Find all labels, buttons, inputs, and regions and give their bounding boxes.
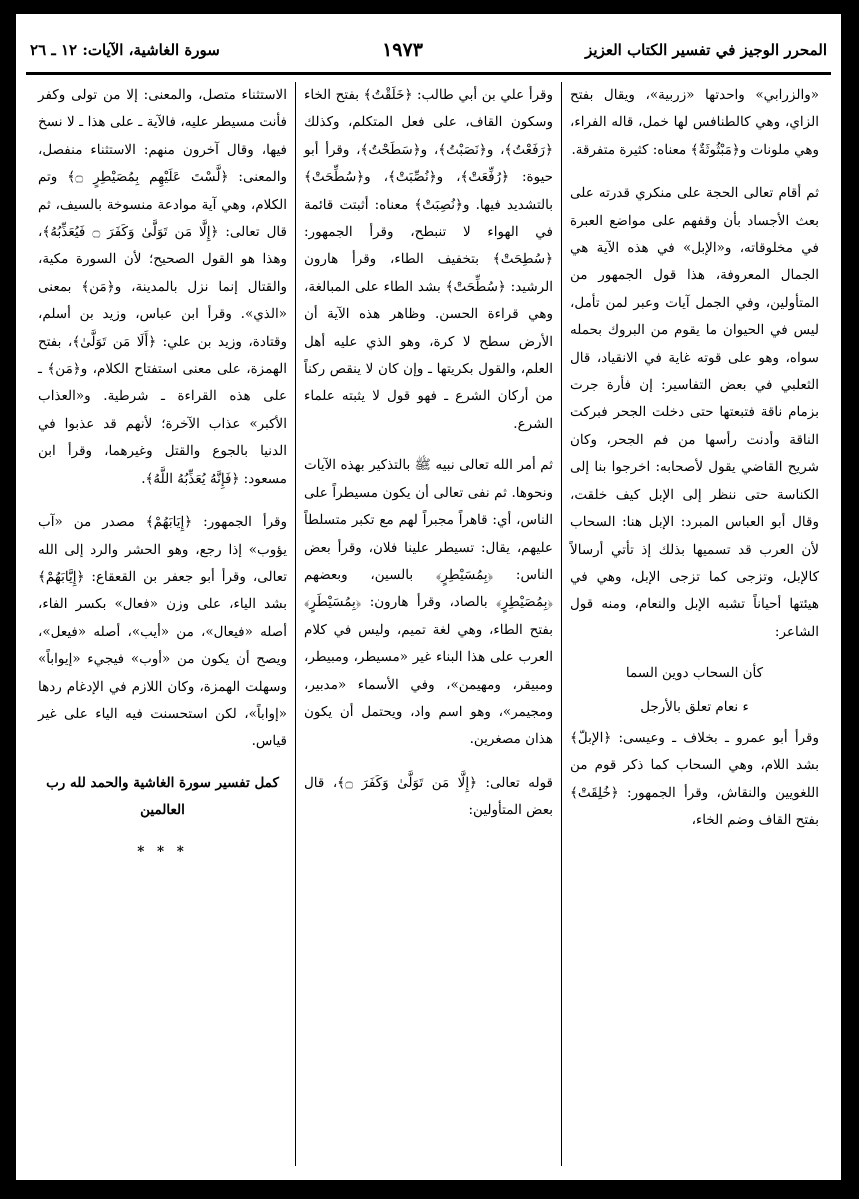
paragraph: وقرأ أبو عمرو ـ بخلاف ـ وعيسى: ﴿الإبلّ﴾ بشد اللام، وهي السحاب كما ذكر قوم من اللغويين والنقاش، وقرأ الجمهور: ﴿خُلِقَتْ﴾ بفتح القاف وضم الخاء، (570, 729, 819, 829)
column-right (562, 82, 827, 1166)
running-header (30, 30, 827, 70)
page (16, 14, 841, 1180)
surah-end-note: كمل تفسير سورة الغاشية والحمد لله رب العالمين (46, 774, 279, 819)
book-title: المحرر الوجيز في تفسير الكتاب العزيز (585, 41, 827, 59)
paragraph: وقرأ علي بن أبي طالب: ﴿خَلَقْتُ﴾ بفتح الخاء وسكون القاف، على فعل المتكلم، وكذلك ﴿رَفَعْتُ﴾، و﴿نَصَبْتُ﴾، و﴿سَطَحْتُ﴾، وقرأ أبو حيوة: ﴿رُفِّعَتْ﴾، و﴿نُصِّبَتْ﴾، و﴿سُطِّحَتْ﴾ بالتشديد فيها. و﴿نُصِبَتْ﴾ معناه: أثبتت قائمة في الهواء لا تنبطح، وقرأ الجمهور: ﴿سُطِحَتْ﴾ بتخفيف الطاء، وقرأ هارون الرشيد: ﴿سُطِّحَتْ﴾ بشد الطاء على المبالغة، وهي قراءة الحسن. وظاهر هذه الآية أن الأرض سطح لا كرة، وهو الذي عليه أهل العلم، والقول بكريتها ـ وإن كان لا ينقص ركناً من أركان الشرع ـ فهو قول لا يثبته علماء الشرع. (304, 87, 553, 432)
paragraph: ثم أمر الله تعالى نبيه ﷺ بالتذكير بهذه الآيات ونحوها. ثم نفى تعالى أن يكون مسيطراً على الناس، أي: قاهراً مجبراً لهم مع تكبر متسلطاً عليهم، يقال: تسيطر علينا فلان، وقرأ بعض الناس: ﴿بِمُسَيْطِرٍ﴾ بالسين، وبعضهم ﴿بِمُصَيْطِرٍ﴾ بالصاد، وقرأ هارون: ﴿بِمُسَيْطَرٍ﴾ بفتح الطاء، وهي لغة تميم، وليس في كلام العرب على هذا البناء غير «مسيطر، ومبيطر، ومبيقر، ومهيمن»، وفي الأسماء «مدبير، ومجيمر»، وهو اسم واد، ويحتمل أن يكون هذان مصغرين. (304, 457, 553, 748)
text-columns (30, 82, 827, 1166)
paragraph: «والزرابي» واحدتها «زربية»، ويقال بفتح الزاي، وهي كالطنافس لها خمل، قاله الفراء، وهي ملونات و﴿مَبْثُوثَةٌ﴾ معناه: كثيرة متفرقة. (570, 87, 819, 158)
end-ornament: * * * (137, 843, 188, 860)
poetry-verse-line-2: ء نعام تعلق بالأرجل (640, 698, 749, 715)
column-left (30, 82, 296, 1166)
paragraph: الاستثناء متصل، والمعنى: إلا من تولى وكفر فأنت مسيطر عليه، فالآية ـ على هذا ـ لا نسخ فيها، وقال آخرون منهم: الاستثناء منفصل، والمعنى: ﴿لَّسْتَ عَلَيْهِم بِمُصَيْطِرٍ ۝﴾ وتم الكلام، وهي آية موادعة منسوخة بالسيف، ثم قال تعالى: ﴿إِلَّا مَن تَوَلَّىٰ وَكَفَرَ ۝ فَيُعَذِّبُهُ﴾، وهذا هو القول الصحيح؛ لأن السورة مكية، والقتال إنما نزل بالمدينة، و﴿مَن﴾ بمعنى «الذي». وقرأ ابن عباس، وزيد بن أسلم، وقتادة، وزيد بن علي: ﴿أَلَا مَن تَوَلَّىٰ﴾، بفتح الهمزة، على معنى استفتاح الكلام، و﴿مَن﴾ ـ على هذه القراءة ـ شرطية. و«العذاب الأكبر» عذاب الآخرة؛ لأنهم قد عذبوا في الدنيا بالجوع والقتل وغيرهما، وقرأ ابن مسعود: ﴿فَإِنَّهُ يُعَذِّبُهُ اللَّهُ﴾. (38, 87, 288, 487)
page-number: ١٩٧٣ (382, 39, 423, 61)
poetry-verse-line-1: كأن السحاب دوين السما (625, 665, 764, 682)
column-middle (296, 82, 562, 1166)
paragraph: قوله تعالى: ﴿إِلَّا مَن تَوَلَّىٰ وَكَفَرَ ۝﴾، قال بعض المتأولين: (304, 774, 554, 819)
paragraph: ثم أقام تعالى الحجة على منكري قدرته على بعث الأجساد بأن وقفهم على مواضع العبرة في مخلوقاته، و«الإبل» في هذه الآية هي الجمال المعروفة، هذا قول الجمهور من المتأولين، وفي الجمل آيات وعبر لمن تأمل، ليس في الحيوان ما يقوم من البروك بحمله سواه، وهو على قوته غاية في الانقياد، قال الثعلبي في بعض التفاسير: إن فأرة جرت بزمام ناقة فتبعتها حتى دخلت الجحر فبركت الناقة وأدنت رأسها من فم الجحر، وكان شريح القاضي يقول لأصحابه: اخرجوا بنا إلى الكناسة حتى ننظر إلى الإبل كيف خلقت، وقال أبو العباس المبرد: الإبل هنا: السحاب لأن العرب قد تسميها بذلك إذ تأتي أرسالاً كالإبل، وتزجى كما تزجى الإبل، وهي في هيئتها أحياناً تشبه الإبل والنعام، ومنه قول الشاعر: (570, 185, 819, 640)
surah-reference: سورة الغاشية، الآيات: ١٢ ـ ٢٦ (30, 41, 220, 59)
header-rule (26, 72, 831, 75)
paragraph: وقرأ الجمهور: ﴿إِيَابَهُمْ﴾ مصدر من «آب يؤوب» إذا رجع، وهو الحشر والرد إلى الله تعالى، وقرأ أبو جعفر بن القعقاع: ﴿إِيَّابَهُمْ﴾ بشد الياء، على وزن «فعال» بكسر الفاء، أصله «فيعال»، من «أيب»، أصله «فيعل»، ويصح أن يكون من «أوب» فيجيء «إيواباً» وسهلت الهمزة، وكان اللازم في الإدغام ردها «إواباً»، لكن استحسنت فيه الياء على غير قياس. (38, 514, 287, 750)
